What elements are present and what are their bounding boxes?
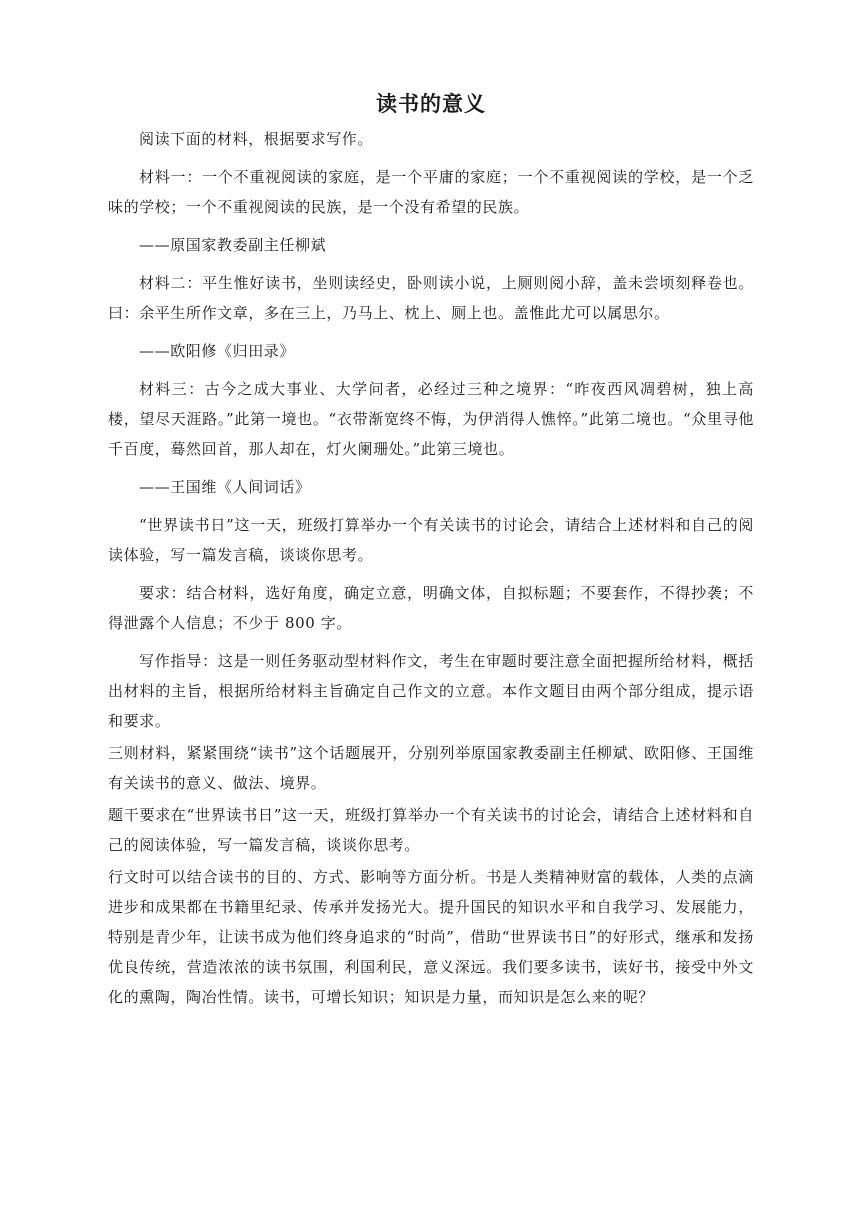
paragraph-source-two: ——欧阳修《归田录》 (139, 342, 296, 360)
paragraph-requirements: 要求：结合材料，选好角度，确定立意，明确文体，自拟标题；不要套作，不得抄袭；不得泄露个人信息；不少于 800 字。 (108, 584, 754, 632)
document-page (108, 86, 754, 1020)
paragraph-material-three: 材料三：古今之成大事业、大学问者，必经过三种之境界：“昨夜西风凋碧树，独上高楼，望尽天涯路。”此第一境也。“衣带渐宽终不悔，为伊消得人憔悴。”此第二境也。“众里寻他千百度，蓦然回首，那人却在，灯火阑珊处。”此第三境也。 (108, 380, 754, 458)
document-title: 读书的意义 (376, 92, 486, 116)
paragraph-source-one: ——原国家教委副主任柳斌 (139, 236, 327, 254)
paragraph-analysis-approach: 行文时可以结合读书的目的、方式、影响等方面分析。书是人类精神财富的载体，人类的点滴进步和成果都在书籍里纪录、传承并发扬光大。提升国民的知识水平和自我学习、发展能力，特别是青少年，让读书成为他们终身追求的“时尚”，借助“世界读书日”的好形式，继承和发扬优良传统，营造浓浓的读书氛围，利国利民，意义深远。我们要多读书，读好书，接受中外文化的熏陶，陶冶性情。读书，可增长知识；知识是力量，而知识是怎么来的呢？ (108, 868, 754, 1006)
paragraph-task: “世界读书日”这一天，班级打算举办一个有关读书的讨论会，请结合上述材料和自己的阅读体验，写一篇发言稿，谈谈你思考。 (108, 516, 754, 564)
paragraph-analysis-prompt: 题干要求在“世界读书日”这一天，班级打算举办一个有关读书的讨论会，请结合上述材料和自己的阅读体验，写一篇发言稿，谈谈你思考。 (108, 806, 754, 854)
paragraph-instruction: 阅读下面的材料，根据要求写作。 (139, 130, 374, 148)
paragraph-material-two: 材料二：平生惟好读书，坐则读经史，卧则读小说，上厕则阅小辞，盖未尝顷刻释卷也。曰：余平生所作文章，多在三上，乃马上、枕上、厕上也。盖惟此尤可以属思尔。 (108, 274, 754, 322)
paragraph-analysis-materials: 三则材料，紧紧围绕“读书”这个话题展开，分别列举原国家教委副主任柳斌、欧阳修、王国维有关读书的意义、做法、境界。 (108, 744, 754, 792)
paragraph-material-one: 材料一：一个不重视阅读的家庭，是一个平庸的家庭；一个不重视阅读的学校，是一个乏味的学校；一个不重视阅读的民族，是一个没有希望的民族。 (108, 168, 754, 216)
paragraph-writing-guide: 写作指导：这是一则任务驱动型材料作文，考生在审题时要注意全面把握所给材料，概括出材料的主旨，根据所给材料主旨确定自己作文的立意。本作文题目由两个部分组成，提示语和要求。 (108, 652, 754, 730)
paragraph-source-three: ——王国维《人间词话》 (139, 478, 311, 496)
